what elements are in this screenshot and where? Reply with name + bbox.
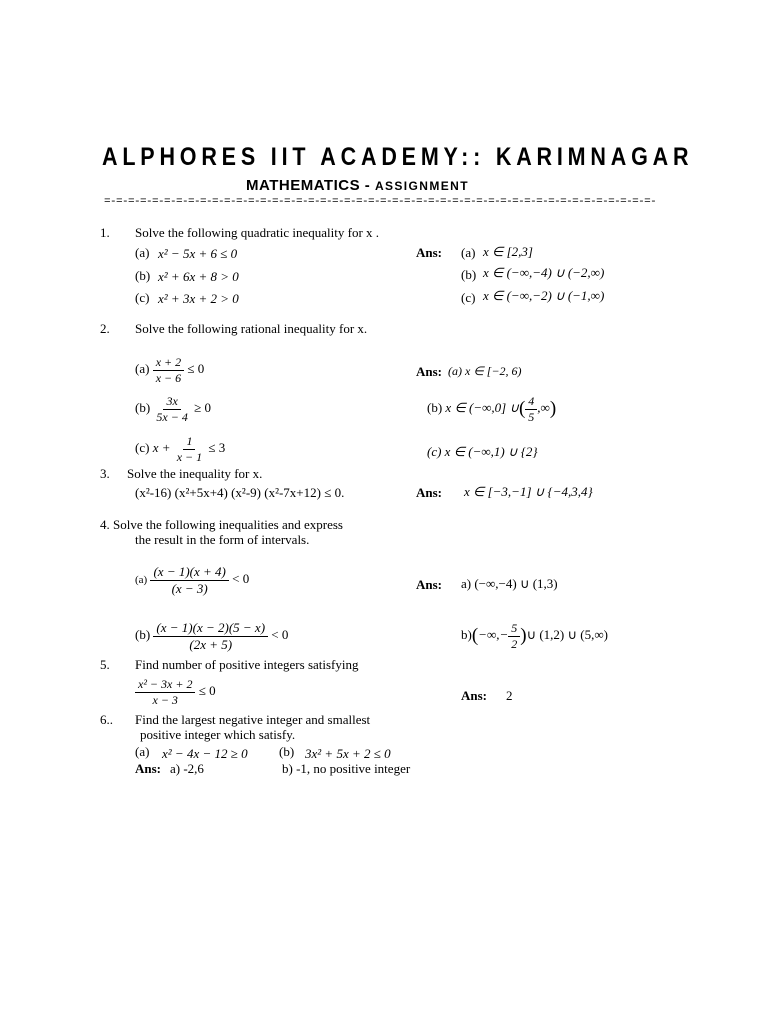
q2-part-c-denominator: x − 1 [176, 449, 203, 464]
q3-number: 3. [100, 466, 110, 481]
q6-ans-b: b) -1, no positive integer [282, 761, 411, 776]
q4-part-b-denominator: (2x + 5) [189, 636, 233, 652]
q2-part-b-numerator: 3x [163, 395, 180, 410]
q2-part-c-fraction [174, 435, 205, 463]
q1-part-a-expr: x² − 5x + 6 ≤ 0 [158, 246, 238, 261]
document-title: ALPHORES IIT ACADEMY:: KARIMNAGAR [102, 143, 694, 171]
document-subtitle [246, 177, 469, 194]
subtitle-main: MATHEMATICS - [246, 177, 371, 194]
q4-part-b-label: (b) [135, 627, 151, 643]
q4-part-b-relation: < 0 [271, 627, 289, 643]
q2-ans-b-denominator: 5 [528, 409, 535, 424]
q4-part-b-fraction [153, 621, 268, 651]
q2-ans-b-numerator: 4 [525, 395, 537, 410]
q1-part-b-expr: x² + 6x + 8 > 0 [158, 269, 239, 284]
q5-fraction [135, 678, 195, 706]
q2-ans-a: (a) x ∈ [−2, 6) [448, 364, 522, 378]
close-paren-glyph: ) [549, 398, 557, 420]
q2-part-a-denominator: x − 6 [155, 370, 182, 385]
q2-ans-b-label: (b) [427, 400, 443, 416]
q2-part-c-label: (c) [135, 440, 150, 456]
q1-ans-b: x ∈ (−∞,−4) ∪ (−2,∞) [483, 265, 605, 280]
q4-ans-b-denominator: 2 [511, 636, 518, 651]
q2-part-a-label: (a) [135, 361, 150, 377]
q1-part-c-expr: x² + 3x + 2 > 0 [158, 291, 239, 306]
q2-part-c [135, 435, 225, 463]
q2-ans-b-fraction [525, 395, 537, 423]
q3-ans-word: Ans: [416, 485, 443, 500]
q4-ans-b [461, 622, 608, 650]
q1-ans-a: x ∈ [2,3] [483, 244, 533, 259]
q2-ans-b [427, 395, 556, 423]
q2-part-b-label: (b) [135, 400, 151, 416]
q2-part-a [135, 356, 204, 384]
q1-part-a-label: (a) [135, 245, 150, 260]
q5-number: 5. [100, 657, 110, 672]
q6-part-a-expr: x² − 4x − 12 ≥ 0 [162, 746, 248, 761]
q5-text: Find number of positive integers satisfying [135, 657, 359, 672]
q4-part-a-numerator: (x − 1)(x + 4) [150, 565, 228, 581]
q5-ans: 2 [506, 688, 513, 703]
q4-part-b-numerator: (x − 1)(x − 2)(5 − x) [153, 621, 268, 637]
q3-expression: (x²-16) (x²+5x+4) (x²-9) (x²-7x+12) ≤ 0. [135, 485, 345, 500]
q4-ans-a: a) (−∞,−4) ∪ (1,3) [461, 576, 558, 591]
q4-ans-b-post: ∪ (1,2) ∪ (5,∞) [526, 627, 608, 643]
q2-ans-b-post: ,∞ [537, 400, 550, 416]
q4-text: 4. Solve the following inequalities and express [100, 517, 343, 532]
q6-part-b-expr: 3x² + 5x + 2 ≤ 0 [305, 746, 391, 761]
q6-text: Find the largest negative integer and smallest [135, 712, 371, 727]
q2-part-b-relation: ≥ 0 [194, 400, 211, 416]
q2-part-c-relation: ≤ 3 [208, 440, 226, 456]
q5-relation: ≤ 0 [198, 683, 216, 699]
q2-part-b [135, 395, 211, 423]
q1-ans-word: Ans: [416, 245, 443, 260]
q4-part-a [135, 565, 249, 595]
q4-part-a-relation: < 0 [232, 571, 250, 587]
q1-text: Solve the following quadratic inequality for x . [135, 225, 380, 240]
close-paren-glyph: ) [520, 625, 527, 647]
q5-numerator: x² − 3x + 2 [135, 678, 195, 693]
q4-ans-b-numerator: 5 [508, 622, 520, 637]
q6-ans-a: a) -2,6 [170, 761, 204, 776]
q4-ans-b-label: b) [461, 627, 472, 643]
subtitle-assignment: ASSIGNMENT [374, 179, 469, 193]
q4-text-line2: the result in the form of intervals. [135, 532, 310, 547]
q1-ans-b-label: (b) [461, 267, 477, 282]
q2-text: Solve the following rational inequality for x. [135, 321, 368, 336]
q2-part-b-denominator: 5x − 4 [156, 409, 188, 424]
q2-part-c-pre: x + [152, 440, 171, 456]
q2-part-c-numerator: 1 [183, 435, 195, 450]
q4-part-a-fraction [150, 565, 228, 595]
separator-rule: =-=-=-=-=-=-=-=-=-=-=-=-=-=-=-=-=-=-=-=-=-=-=-=-=-=-=-=-=-=-=-=-=-=-=-=-=-=-=-=-=-=-=-=-=-=- [104, 196, 657, 208]
q5-ans-word: Ans: [461, 688, 488, 703]
q2-part-a-relation: ≤ 0 [187, 361, 205, 377]
q3-text: Solve the inequality for x. [127, 466, 263, 481]
q2-part-b-fraction [153, 395, 190, 423]
q4-ans-b-fraction [508, 622, 520, 650]
q4-ans-word: Ans: [416, 577, 443, 592]
open-paren-glyph: ( [518, 398, 526, 420]
q6-number: 6.. [100, 712, 113, 727]
q1-ans-c: x ∈ (−∞,−2) ∪ (−1,∞) [483, 288, 605, 303]
q1-ans-c-label: (c) [461, 290, 476, 305]
q6-part-a-label: (a) [135, 744, 150, 759]
q2-part-a-numerator: x + 2 [153, 356, 184, 371]
q6-ans-word: Ans: [135, 761, 162, 776]
q1-number: 1. [100, 225, 110, 240]
q2-number: 2. [100, 321, 110, 336]
q1-part-c-label: (c) [135, 290, 150, 305]
q3-ans: x ∈ [−3,−1] ∪ {−4,3,4} [464, 484, 593, 499]
q4-part-b [135, 621, 288, 651]
q2-part-a-fraction [153, 356, 184, 384]
open-paren-glyph: ( [471, 625, 479, 647]
q2-ans-b-pre: x ∈ (−∞,0] ∪ [445, 400, 519, 416]
q4-part-a-denominator: (x − 3) [171, 580, 208, 596]
q5-denominator: x − 3 [152, 692, 178, 707]
q2-ans-c: (c) x ∈ (−∞,1) ∪ {2} [427, 444, 538, 459]
q1-ans-a-label: (a) [461, 245, 476, 260]
q6-part-b-label: (b) [279, 744, 295, 759]
q4-ans-b-pre: −∞,− [478, 627, 509, 643]
q4-part-a-label: (a) [135, 574, 148, 587]
q6-text-line2: positive integer which satisfy. [140, 727, 296, 742]
q1-part-b-label: (b) [135, 268, 151, 283]
q2-ans-word: Ans: [416, 364, 443, 379]
q5-expression [135, 678, 216, 706]
